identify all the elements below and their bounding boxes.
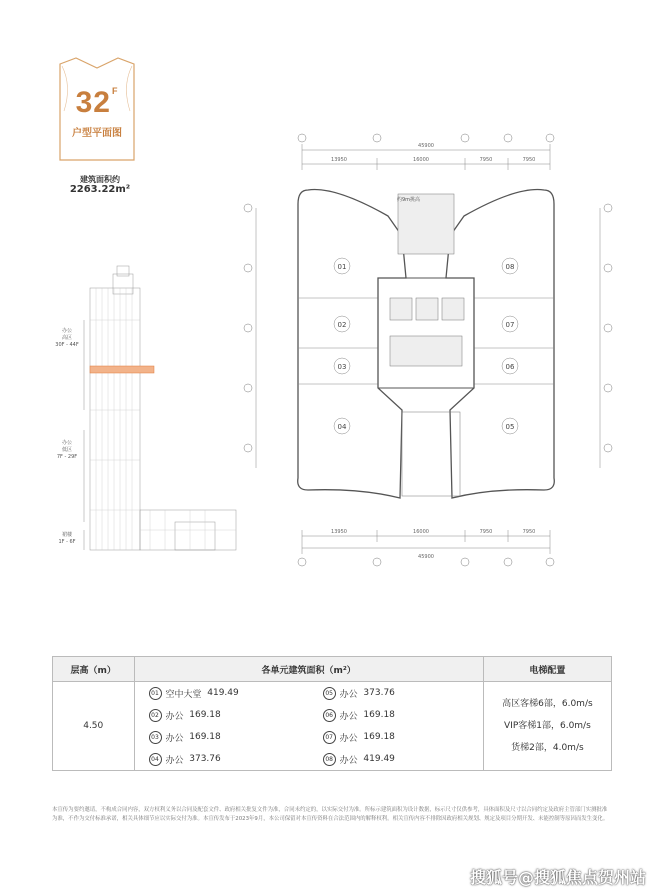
elevator-config	[483, 682, 611, 771]
header-units: 各单元建筑面积（m²）	[134, 657, 483, 682]
svg-text:13950: 13950	[331, 157, 347, 163]
unit-area-item: 04 办公 373.76	[135, 748, 309, 770]
svg-text:7950: 7950	[479, 529, 493, 535]
spec-table	[52, 656, 612, 771]
unit-area-item: 03 办公 169.18	[135, 726, 309, 748]
floor-plan	[240, 128, 620, 572]
elevator-line: 高区客梯6部，6.0m/s	[502, 699, 593, 709]
svg-text:7950: 7950	[522, 157, 536, 163]
svg-text:16000: 16000	[413, 529, 429, 535]
dim-bottom-total: 45900	[418, 554, 434, 560]
unit-area-item: 06 办公 169.18	[309, 704, 483, 726]
floor-number: $32^F$	[75, 86, 119, 119]
unit-label-01: 01	[337, 263, 347, 271]
zone-high: 办公 高区 30F - 44F	[55, 328, 79, 348]
area-value: 2263.22m²	[69, 184, 131, 195]
unit-areas	[134, 682, 483, 771]
floor-highlight	[90, 366, 154, 373]
unit-area-item: 05 办公 373.76	[309, 682, 483, 704]
dim-top-total: 45900	[418, 143, 434, 149]
svg-text:16000: 16000	[413, 157, 429, 163]
elevator-line: VIP客梯1部，6.0m/s	[504, 721, 591, 731]
unit-area-item: 01 空中大堂 419.49	[135, 682, 309, 704]
floor-badge	[52, 56, 142, 166]
disclaimer: 本宣传为要约邀请，不构成合同内容，双方权利义务以合同及配套文件、政府相关批复文件为准，合同未约定的，以实际交付为准。所标示建筑面积为设计数据，标示尺寸仅供参考，具体面积及尺寸以合同约定及政府主管部门实测批准为准，不作为交付标准承诺，相关具体细节应以实际交付为准。本宣传发布于2023年9月，本公司保留对本宣传资料在合法范围内的解释权利。相关宣传内容不排除因政府相关规划、规定及项目分期开发、未能控制等原因而发生变化。	[52, 807, 609, 822]
watermark: 搜狐号@搜狐焦点贺州站	[469, 868, 646, 887]
tower-elevation	[0, 260, 240, 564]
unit-label-08: 08	[505, 263, 515, 271]
svg-text:13950: 13950	[331, 529, 347, 535]
svg-text:7950: 7950	[522, 529, 536, 535]
unit-label-05: 05	[505, 423, 515, 431]
header-height: 层高（m）	[53, 657, 135, 682]
unit-label-06: 06	[505, 363, 515, 371]
badge-subtitle: 户型平面图	[72, 128, 122, 139]
unit-area-item: 02 办公 169.18	[135, 704, 309, 726]
unit-label-03: 03	[337, 363, 347, 371]
zone-low: 办公 低区 7F - 29F	[56, 440, 78, 460]
svg-text:7950: 7950	[479, 157, 493, 163]
header-elevator: 电梯配置	[483, 657, 611, 682]
unit-label-04: 04	[337, 423, 347, 431]
unit-area-item: 07 办公 169.18	[309, 726, 483, 748]
area-label: 建筑面积约	[80, 175, 120, 184]
unit-area-item: 08 办公 419.49	[309, 748, 483, 770]
lobby-label: 约9m挑高	[397, 197, 421, 203]
zone-podium: 裙楼 1F - 6F	[58, 532, 76, 545]
unit-label-07: 07	[505, 321, 515, 329]
floor-height: 4.50	[53, 682, 135, 771]
unit-label-02: 02	[337, 321, 347, 329]
elevator-line: 货梯2部，4.0m/s	[511, 743, 584, 753]
